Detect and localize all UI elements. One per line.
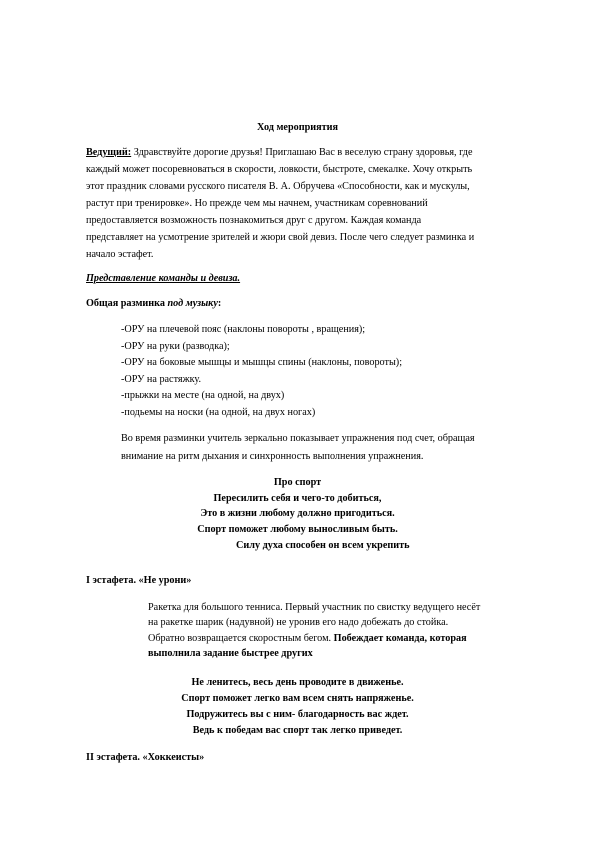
- poem-line: Не ленитесь, весь день проводите в движенье.: [191, 677, 404, 688]
- warmup-item: -подьемы на носки (на одной, на двух ногах): [121, 407, 316, 418]
- poem-line: Подружитесь вы с ним- благодарность вас ждет.: [186, 709, 409, 720]
- relay1-heading-num: I эстафета.: [86, 575, 136, 586]
- intro-line-7: начало эстафет.: [86, 249, 154, 260]
- relay1-heading-name: «Не урони»: [136, 575, 192, 586]
- warmup-item: -ОРУ на растяжку.: [121, 374, 202, 385]
- poem-line: Это в жизни любому должно пригодиться.: [200, 508, 395, 519]
- intro-line-5: предоставляется возможность познакомиться друг с другом. Каждая команда: [86, 215, 422, 226]
- warmup-note-line-2: внимание на ритм дыхания и синхронность выполнения упражнения.: [121, 451, 424, 462]
- relay1-line-4: выполнила задание быстрее других: [148, 648, 313, 659]
- relay1-line-2: на ракетке шарик (надувной) не уронив его надо добежать до стойка.: [148, 617, 449, 628]
- warmup-item: -ОРУ на плечевой пояс (наклоны повороты , вращения);: [121, 324, 366, 335]
- relay1-line-1: Ракетка для большого тенниса. Первый участник по свистку ведущего несёт: [148, 602, 481, 613]
- warmup-item: -ОРУ на руки (разводка);: [121, 341, 230, 352]
- warmup-item: -прыжки на месте (на одной, на двух): [121, 390, 285, 401]
- intro-line-2: каждый может посоревноваться в скорости, ловкости, быстроте, смекалке. Хочу открыть: [86, 164, 473, 175]
- warmup-heading-plain: Общая разминка: [86, 298, 168, 309]
- relay2-heading: II эстафета. «Хоккеисты»: [86, 752, 205, 763]
- intro-line-1: [86, 146, 473, 159]
- warmup-note-line-1: Во время разминки учитель зеркально показывает упражнения под счет, обращая: [121, 433, 475, 444]
- poem-line: Силу духа способен он всем укрепить: [236, 540, 410, 551]
- poem-line: Спорт поможет любому выносливым быть.: [197, 524, 398, 535]
- poem-line: Спорт поможет легко вам всем снять напряженье.: [181, 693, 414, 704]
- intro-line-6: представляет на усмотрение зрителей и жюри свой девиз. После чего следует разминка и: [86, 232, 475, 243]
- page-title: Ход мероприятия: [256, 122, 339, 133]
- warmup-heading-colon: :: [217, 298, 222, 309]
- poem-line: Пересилить себя и чего-то добиться,: [213, 493, 382, 504]
- warmup-heading: [86, 297, 221, 310]
- poem-line: Ведь к победам вас спорт так легко приведет.: [192, 725, 403, 736]
- speaker-label: Ведущий:: [86, 147, 132, 158]
- relay1-line-3: [148, 632, 467, 645]
- intro-line-1-text: Здравствуйте дорогие друзья! Приглашаю Вас в веселую страну здоровья, где: [131, 147, 473, 158]
- teams-heading: Представление команды и девиза.: [86, 273, 241, 284]
- warmup-item: -ОРУ на боковые мышцы и мышцы спины (наклоны, повороты);: [121, 357, 403, 368]
- intro-line-3: этот праздник словами русского писателя В. А. Обручева «Способности, как и мускулы,: [86, 181, 470, 192]
- relay1-heading: [86, 574, 191, 587]
- warmup-heading-italic: под музыку: [167, 298, 218, 309]
- relay1-line-3-bold: Побеждает команда, которая: [333, 633, 467, 644]
- relay1-line-3-plain: Обратно возвращается скоростным бегом.: [148, 633, 334, 644]
- poem-title: Про спорт: [273, 477, 322, 488]
- intro-line-4: растут при тренировке». Но прежде чем мы начнем, участникам соревнований: [86, 198, 428, 209]
